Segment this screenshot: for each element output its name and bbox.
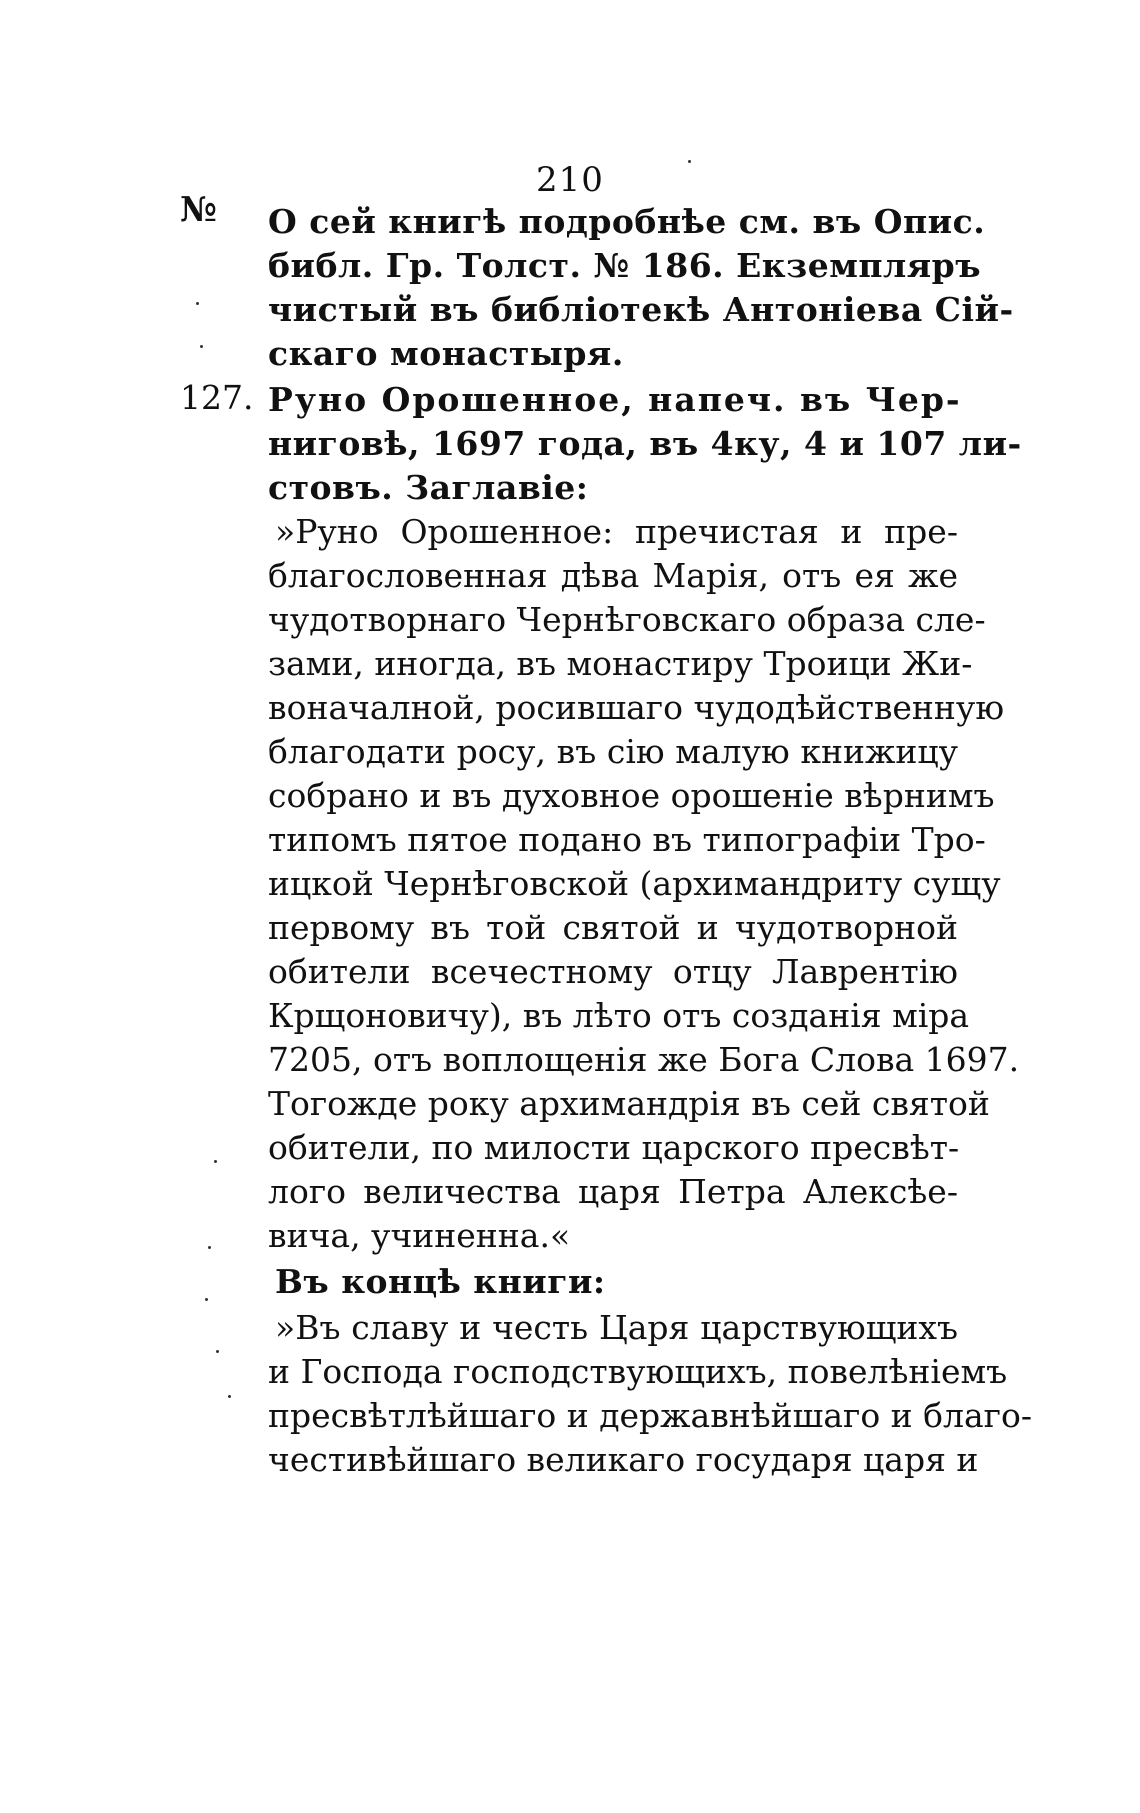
- quote-line-17: вича, учиненна.«: [268, 1216, 571, 1255]
- quote-line-13: 7205, отъ воплощенія же Бога Слова 1697.: [268, 1040, 1020, 1079]
- quote-line-10: первому въ той святой и чудотворной: [268, 908, 958, 947]
- quote-line-9: ицкой Чернѣговской (архимандриту сущу: [268, 864, 1001, 903]
- scan-speck: [208, 1246, 211, 1249]
- scan-speck: [216, 1350, 219, 1353]
- text-line-1: О сей книгѣ подробнѣе см. въ Опис.: [268, 202, 986, 241]
- scan-speck: [196, 302, 199, 305]
- entry-number: 127.: [180, 378, 254, 417]
- quote-line-11: обители всечестному отцу Лаврентію: [268, 952, 958, 991]
- quote-line-1: »Руно Орошенное: пречистая и пре-: [275, 512, 958, 551]
- quote-line-6: благодати росу, въ сію малую книжицу: [268, 732, 958, 771]
- colophon-line-4: честивѣйшаго великаго государя царя и: [268, 1440, 979, 1479]
- quote-line-5: воначалной, росившаго чудодѣйственную: [268, 688, 1005, 727]
- text-line-3: чистый въ библіотекѣ Антоніева Сій-: [268, 290, 1014, 329]
- quote-line-2: благословенная дѣва Марія, отъ ея же: [268, 556, 958, 595]
- quote-line-15: обители, по милости царского пресвѣт-: [268, 1128, 960, 1167]
- quote-line-12: Крщоновичу), въ лѣто отъ созданія міра: [268, 996, 970, 1035]
- number-sign: №: [180, 190, 217, 230]
- quote-line-7: собрано и въ духовное орошеніе вѣрнимъ: [268, 776, 995, 815]
- text-line-7: стовъ. Заглавіе:: [268, 468, 589, 507]
- colophon-line-3: пресвѣтлѣйшаго и державнѣйшаго и благо-: [268, 1396, 1032, 1435]
- quote-line-4: зами, иногда, въ монастиру Троици Жи-: [268, 644, 973, 683]
- quote-line-16: лого величества царя Петра Алексѣе-: [268, 1172, 958, 1211]
- scan-speck: [205, 1298, 208, 1301]
- text-line-4: скаго монастыря.: [268, 334, 624, 373]
- quote-line-3: чудотворнаго Чернѣговскаго образа сле-: [268, 600, 986, 639]
- colophon-line-1: »Въ славу и честь Царя царствующихъ: [275, 1308, 958, 1347]
- scan-speck: [688, 160, 691, 163]
- colophon-line-2: и Господа господствующихъ, повелѣніемъ: [268, 1352, 1008, 1391]
- text-line-6: ниговѣ, 1697 года, въ 4ку, 4 и 107 ли-: [268, 424, 1022, 463]
- scan-speck: [228, 1395, 231, 1398]
- page-number: 210: [536, 160, 604, 200]
- quote-line-8: типомъ пятое подано въ типографіи Тро-: [268, 820, 986, 859]
- scan-speck: [214, 1160, 217, 1163]
- text-line-2: библ. Гр. Толст. № 186. Екземпляръ: [268, 246, 982, 285]
- scan-speck: [200, 345, 203, 348]
- quote-line-14: Тогожде року архимандрія въ сей святой: [268, 1084, 990, 1123]
- entry-title-line: Руно Орошенное, напеч. въ Чер-: [268, 380, 962, 419]
- colophon-heading: Въ концѣ книги:: [275, 1262, 606, 1301]
